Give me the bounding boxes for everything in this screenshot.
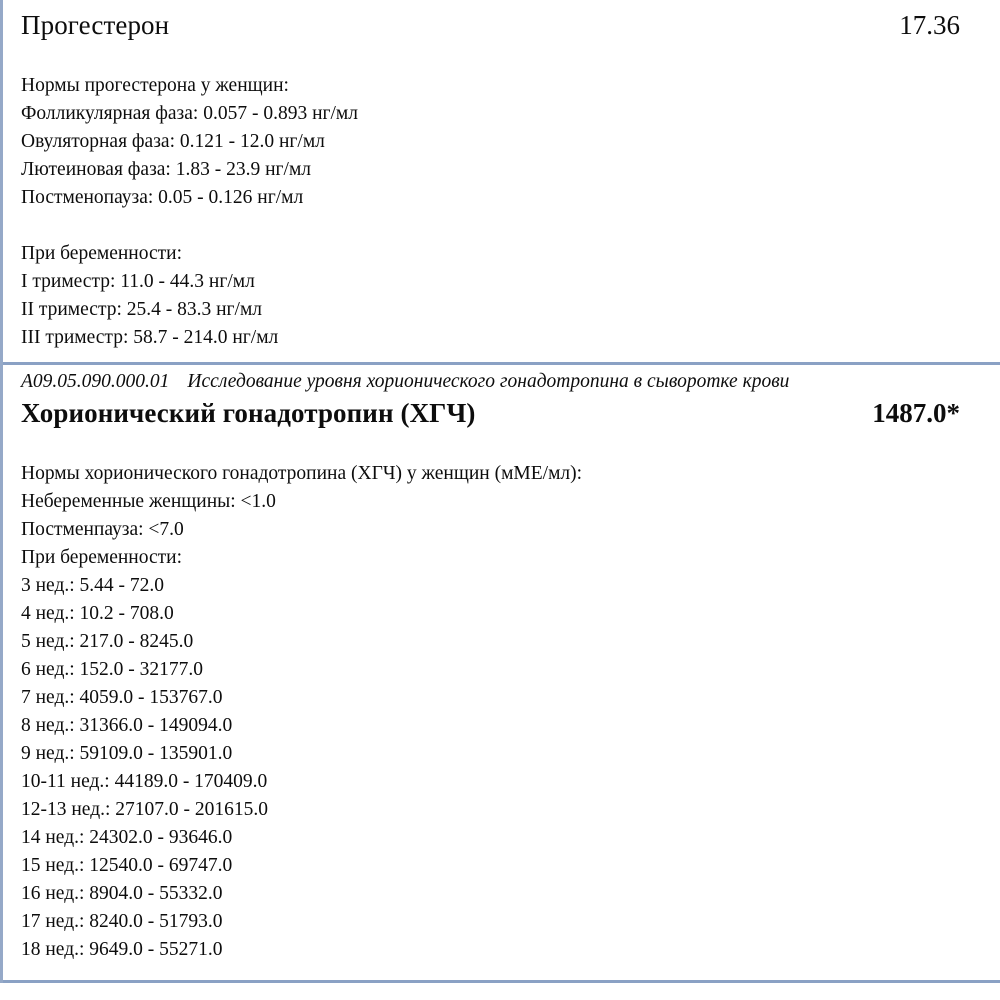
analyte-header-hcg [21, 396, 1000, 430]
test-code: A09.05.090.000.01 [21, 371, 170, 392]
analyte-value-hcg: 1487.0* [872, 398, 960, 428]
norm-line: Овуляторная фаза: 0.121 - 12.0 нг/мл [21, 131, 325, 152]
bottom-rule [3, 980, 1000, 983]
test-code-line [21, 365, 1000, 396]
test-code-description: Исследование уровня хорионического гонадотропина в сыворотке крови [187, 371, 790, 392]
norm-line: Лютеиновая фаза: 1.83 - 23.9 нг/мл [21, 159, 312, 180]
norm-line: Нормы хорионического гонадотропина (ХГЧ) у женщин (мМЕ/мл): [21, 463, 583, 484]
norm-line: 18 нед.: 9649.0 - 55271.0 [21, 939, 223, 960]
pregnancy-line: III триместр: 58.7 - 214.0 нг/мл [21, 327, 279, 348]
norm-line: 5 нед.: 217.0 - 8245.0 [21, 631, 194, 652]
section-hcg [3, 365, 1000, 980]
norm-line: 14 нед.: 24302.0 - 93646.0 [21, 827, 233, 848]
norm-line: 12-13 нед.: 27107.0 - 201615.0 [21, 799, 269, 820]
norm-line: 15 нед.: 12540.0 - 69747.0 [21, 855, 233, 876]
analyte-name-progesterone: Прогестерон [21, 10, 170, 40]
norms-hcg [21, 430, 1000, 980]
analyte-name-hcg: Хорионический гонадотропин (ХГЧ) [21, 398, 476, 428]
section-progesterone [3, 0, 1000, 362]
norm-line: 9 нед.: 59109.0 - 135901.0 [21, 743, 233, 764]
norm-line: 17 нед.: 8240.0 - 51793.0 [21, 911, 223, 932]
norm-line: Нормы прогестерона у женщин: [21, 75, 289, 96]
norms-progesterone [21, 42, 1000, 362]
norm-line: 6 нед.: 152.0 - 32177.0 [21, 659, 204, 680]
analyte-value-progesterone: 17.36 [899, 10, 960, 40]
pregnancy-line: При беременности: [21, 243, 182, 264]
norm-line: Постменопауза: 0.05 - 0.126 нг/мл [21, 187, 304, 208]
norm-line: При беременности: [21, 547, 182, 568]
pregnancy-line: I триместр: 11.0 - 44.3 нг/мл [21, 271, 255, 292]
analyte-header-progesterone [21, 0, 1000, 42]
norm-line: 10-11 нед.: 44189.0 - 170409.0 [21, 771, 268, 792]
norm-line: Небеременные женщины: <1.0 [21, 491, 276, 512]
norm-line: 16 нед.: 8904.0 - 55332.0 [21, 883, 223, 904]
norm-spacer [21, 212, 1000, 240]
norm-line: 4 нед.: 10.2 - 708.0 [21, 603, 174, 624]
norm-line: 8 нед.: 31366.0 - 149094.0 [21, 715, 233, 736]
norm-line: Фолликулярная фаза: 0.057 - 0.893 нг/мл [21, 103, 359, 124]
pregnancy-line: II триместр: 25.4 - 83.3 нг/мл [21, 299, 263, 320]
norm-line: 3 нед.: 5.44 - 72.0 [21, 575, 165, 596]
norm-line: 7 нед.: 4059.0 - 153767.0 [21, 687, 223, 708]
norm-line: Постменпауза: <7.0 [21, 519, 184, 540]
